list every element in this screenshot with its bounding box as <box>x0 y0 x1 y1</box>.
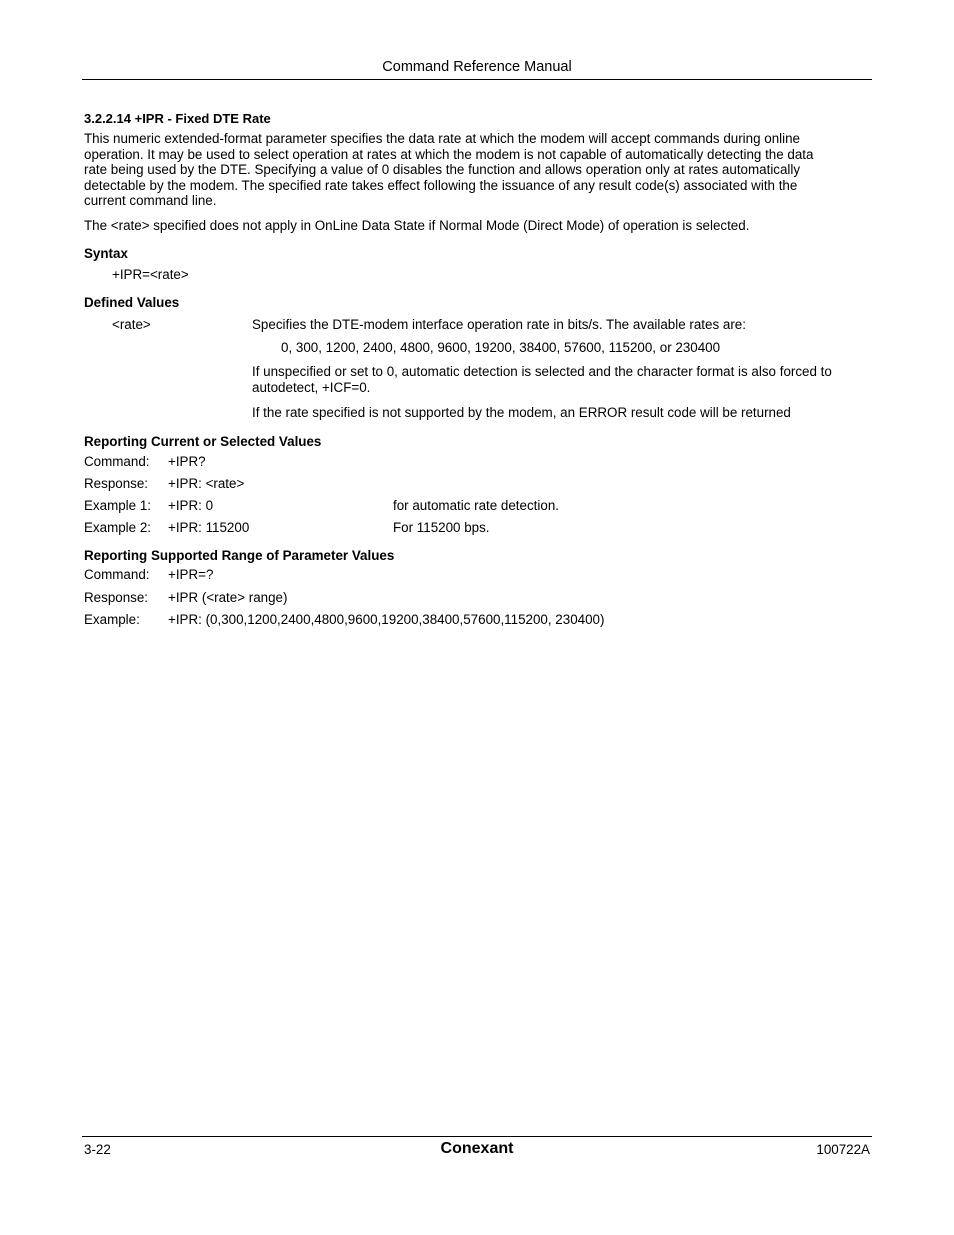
intro-line: operation. It may be used to select operation at rates at which the modem is not capable of automatically detecting the data <box>84 146 814 162</box>
intro-line: rate being used by the DTE. Specifying a value of 0 disables the function and allows operation only at rates automatically <box>84 162 801 178</box>
company-name: Conexant <box>440 1140 514 1157</box>
row-value: +IPR=? <box>168 567 214 582</box>
autodetect-note <box>252 364 872 395</box>
row-label: Command: <box>84 454 150 469</box>
row-value: +IPR: 115200 <box>168 520 250 535</box>
rate-note-paragraph: The <rate> specified does not apply in OnLine Data State if Normal Mode (Direct Mode) of operation is selected. <box>84 218 750 233</box>
row-label: Example 2: <box>84 520 151 535</box>
error-note: If the rate specified is not supported by the modem, an ERROR result code will be returned <box>252 405 791 420</box>
defined-values-heading: Defined Values <box>84 295 180 310</box>
param-description: Specifies the DTE-modem interface operation rate in bits/s. The available rates are: <box>252 317 746 332</box>
autodetect-line: If unspecified or set to 0, automatic detection is selected and the character format is also forced to <box>252 364 832 379</box>
autodetect-line: autodetect, +ICF=0. <box>252 379 371 395</box>
section-title: 3.2.2.14 +IPR - Fixed DTE Rate <box>84 111 271 126</box>
row-value: +IPR: 0 <box>168 498 214 513</box>
row-note: For 115200 bps. <box>393 520 490 535</box>
footer-rule <box>82 1136 872 1137</box>
reporting-range-heading: Reporting Supported Range of Parameter Values <box>84 548 395 563</box>
row-value: +IPR: (0,300,1200,2400,4800,9600,19200,38400,57600,115200, 230400) <box>168 612 605 627</box>
row-label: Example 1: <box>84 498 151 513</box>
intro-paragraph <box>84 131 869 209</box>
document-number: 100722A <box>816 1142 870 1157</box>
available-rates: 0, 300, 1200, 2400, 4800, 9600, 19200, 38400, 57600, 115200, or 230400 <box>281 340 721 355</box>
running-header: Command Reference Manual <box>382 59 572 75</box>
row-label: Response: <box>84 476 149 491</box>
row-note: for automatic rate detection. <box>393 498 559 513</box>
intro-line: detectable by the modem. The specified rate takes effect following the issuance of any result code(s) associated with the <box>84 177 798 193</box>
syntax-value: +IPR=<rate> <box>112 267 189 282</box>
row-value: +IPR? <box>168 454 206 469</box>
row-value: +IPR (<rate> range) <box>168 590 288 605</box>
row-label: Response: <box>84 590 149 605</box>
reporting-current-heading: Reporting Current or Selected Values <box>84 434 322 449</box>
row-label: Command: <box>84 567 150 582</box>
header-rule <box>82 79 872 80</box>
intro-line: This numeric extended-format parameter specifies the data rate at which the modem will accept commands during online <box>84 131 801 146</box>
page-number: 3-22 <box>84 1142 111 1157</box>
row-value: +IPR: <rate> <box>168 476 245 491</box>
intro-line: current command line. <box>84 193 217 209</box>
row-label: Example: <box>84 612 140 627</box>
syntax-heading: Syntax <box>84 246 128 261</box>
param-name: <rate> <box>112 317 151 332</box>
